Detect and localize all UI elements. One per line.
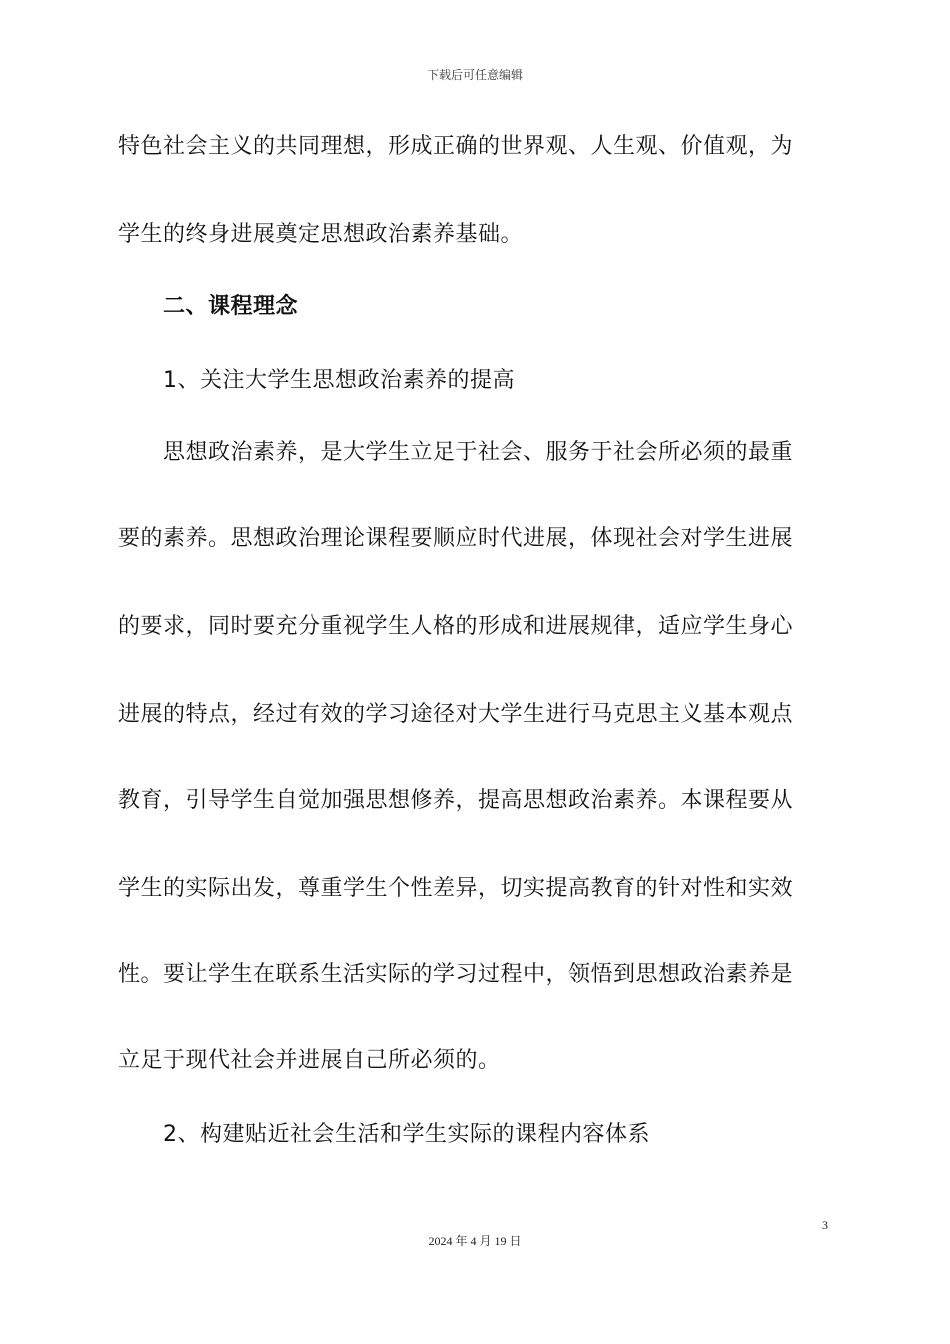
paragraph-line: 要的素养。思想政治理论课程要顺应时代进展，体现社会对学生进展	[118, 526, 794, 551]
paragraph-line: 特色社会主义的共同理想，形成正确的世界观、人生观、价值观，为	[118, 134, 794, 159]
paragraph-line: 教育，引导学生自觉加强思想修养，提高思想政治素养。本课程要从	[118, 788, 794, 813]
paragraph-line: 学生的实际出发，尊重学生个性差异，切实提高教育的针对性和实效	[118, 876, 794, 901]
subsection-heading: 1、关注大学生思想政治素养的提高	[163, 368, 515, 393]
paragraph-line: 的要求，同时要充分重视学生人格的形成和进展规律，适应学生身心	[118, 614, 794, 639]
page-header: 下载后可任意编辑	[426, 68, 523, 82]
paragraph-line: 进展的特点，经过有效的学习途径对大学生进行马克思主义基本观点	[118, 702, 794, 727]
paragraph-line: 学生的终身进展奠定思想政治素养基础。	[118, 222, 524, 247]
paragraph-line: 思想政治素养，是大学生立足于社会、服务于社会所必须的最重	[163, 440, 794, 465]
subsection-heading: 2、构建贴近社会生活和学生实际的课程内容体系	[163, 1122, 650, 1147]
paragraph-line: 性。要让学生在联系生活实际的学习过程中，领悟到思想政治素养是	[118, 962, 794, 987]
paragraph-line: 立足于现代社会并进展自己所必须的。	[118, 1048, 501, 1073]
page-number: 3	[822, 1218, 828, 1232]
section-heading: 二、课程理念	[163, 294, 299, 319]
footer-date: 2024 年 4 月 19 日	[428, 1234, 522, 1248]
